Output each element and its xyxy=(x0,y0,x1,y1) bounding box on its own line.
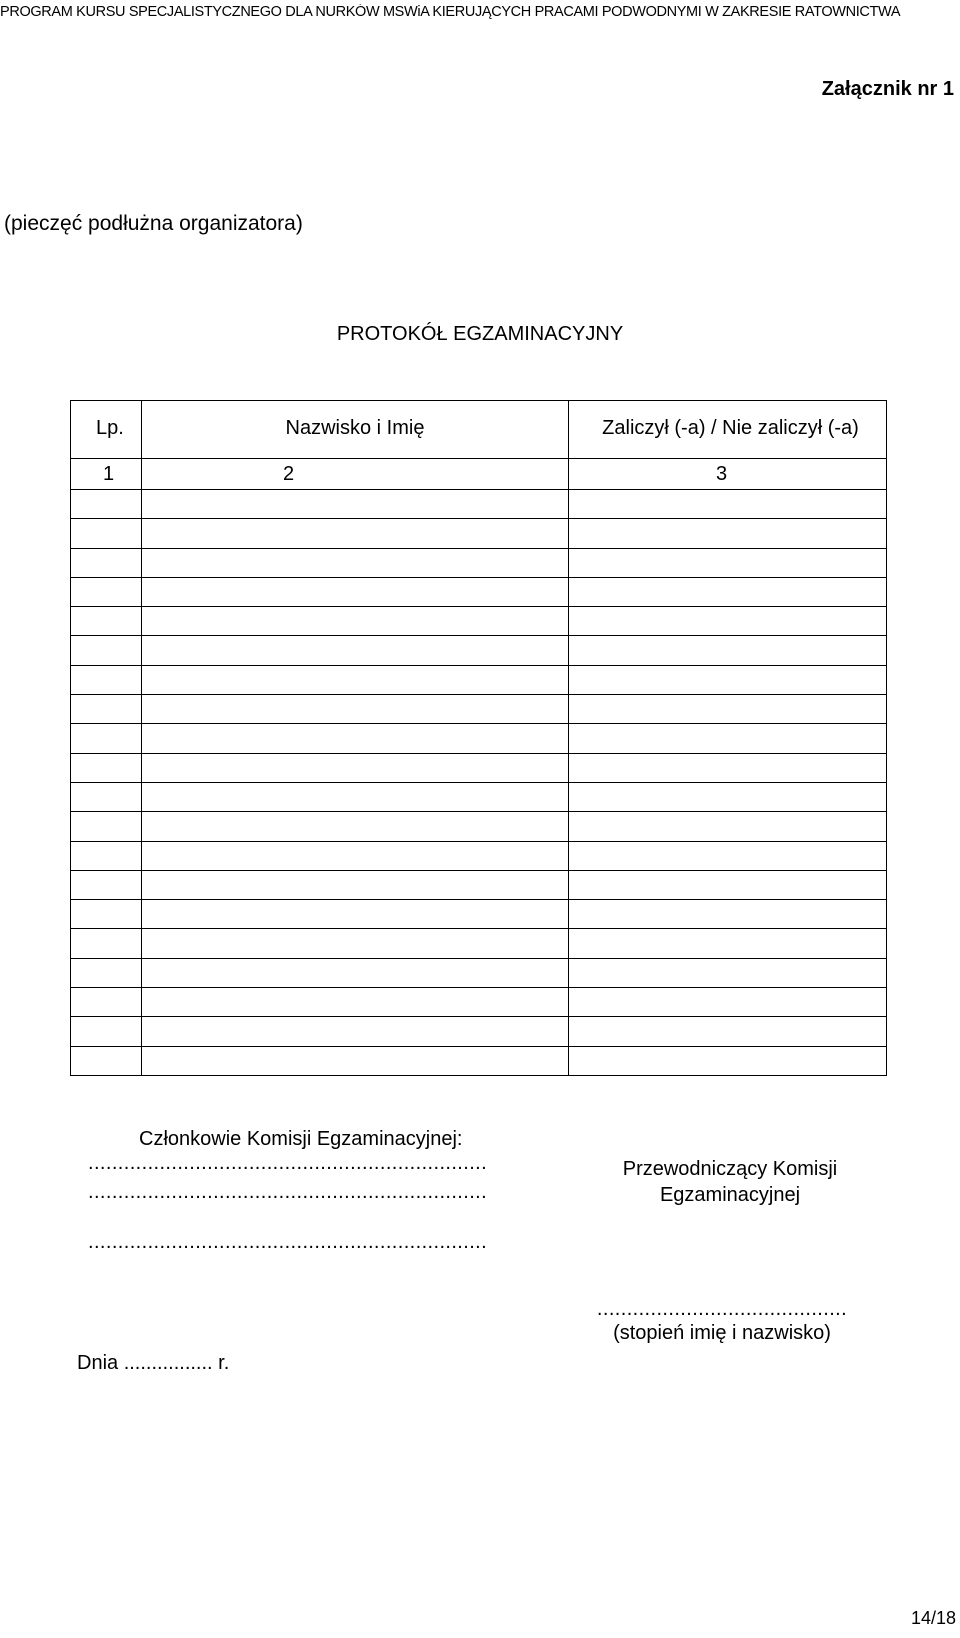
table-cell xyxy=(569,1046,887,1075)
table-cell xyxy=(569,988,887,1017)
table-cell xyxy=(142,929,569,958)
table-row xyxy=(71,490,887,519)
table-cell xyxy=(142,1017,569,1046)
chairman-signature-caption: (stopień imię i nazwisko) xyxy=(613,1322,831,1344)
table-row xyxy=(71,636,887,665)
table-cell xyxy=(142,841,569,870)
table-cell xyxy=(71,490,142,519)
table-cell xyxy=(142,870,569,899)
table-cell xyxy=(71,958,142,987)
table-cell xyxy=(569,548,887,577)
table-cell xyxy=(71,665,142,694)
table-cell xyxy=(71,753,142,782)
table-cell xyxy=(142,577,569,606)
table-row xyxy=(71,753,887,782)
table-row xyxy=(71,900,887,929)
table-cell xyxy=(569,929,887,958)
table-cell xyxy=(569,870,887,899)
table-cell xyxy=(71,724,142,753)
table-cell xyxy=(569,753,887,782)
column-number-2: 2 xyxy=(142,459,569,490)
table-cell xyxy=(569,958,887,987)
table-cell xyxy=(142,782,569,811)
column-number-1: 1 xyxy=(71,459,142,490)
table-cell xyxy=(142,695,569,724)
table-cell xyxy=(142,548,569,577)
table-cell xyxy=(142,958,569,987)
table-row xyxy=(71,782,887,811)
table-row xyxy=(71,929,887,958)
table-cell xyxy=(71,1017,142,1046)
exam-protocol-table xyxy=(70,400,887,1076)
table-row xyxy=(71,841,887,870)
document-title: PROTOKÓŁ EGZAMINACYJNY xyxy=(336,323,624,345)
table-row xyxy=(71,812,887,841)
table-cell xyxy=(71,782,142,811)
table-cell xyxy=(569,665,887,694)
table-cell xyxy=(71,519,142,548)
table-cell xyxy=(71,929,142,958)
member-signature-line: ................................................................... xyxy=(88,1152,488,1174)
table-row xyxy=(71,988,887,1017)
page-number: 14/18 xyxy=(910,1608,956,1628)
chairman-title-line: Egzaminacyjnej xyxy=(659,1184,801,1206)
table-cell xyxy=(569,782,887,811)
column-header-number: Lp. xyxy=(71,401,142,459)
table-row xyxy=(71,577,887,606)
table-cell xyxy=(142,753,569,782)
table-cell xyxy=(71,607,142,636)
table-cell xyxy=(569,607,887,636)
member-signature-line: ................................................................... xyxy=(88,1231,488,1253)
table-row xyxy=(71,870,887,899)
table-cell xyxy=(71,900,142,929)
table-cell xyxy=(569,695,887,724)
table-cell xyxy=(142,607,569,636)
table-cell xyxy=(71,841,142,870)
column-number-3: 3 xyxy=(569,459,887,490)
table-cell xyxy=(71,548,142,577)
table-cell xyxy=(142,490,569,519)
column-header-result: Zaliczył (-a) / Nie zaliczył (-a) xyxy=(569,401,887,459)
table-cell xyxy=(569,841,887,870)
table-cell xyxy=(142,812,569,841)
table-cell xyxy=(569,812,887,841)
table-row xyxy=(71,724,887,753)
table-cell xyxy=(142,900,569,929)
table-cell xyxy=(569,519,887,548)
table-row xyxy=(71,519,887,548)
table-cell xyxy=(71,695,142,724)
table-cell xyxy=(142,988,569,1017)
stamp-placeholder: (pieczęć podłużna organizatora) xyxy=(4,212,303,235)
table-row xyxy=(71,548,887,577)
table-cell xyxy=(71,988,142,1017)
table-cell xyxy=(142,1046,569,1075)
table-cell xyxy=(569,636,887,665)
table-cell xyxy=(569,724,887,753)
table-cell xyxy=(142,636,569,665)
table-cell xyxy=(142,665,569,694)
table-row xyxy=(71,607,887,636)
table-cell xyxy=(142,724,569,753)
table-cell xyxy=(569,900,887,929)
table-cell xyxy=(71,870,142,899)
annex-label: Załącznik nr 1 xyxy=(821,78,954,100)
table-cell xyxy=(142,519,569,548)
date-line: Dnia ................ r. xyxy=(77,1352,230,1374)
table-cell xyxy=(71,1046,142,1075)
chairman-title-line: Przewodniczący Komisji xyxy=(622,1158,838,1180)
table-row xyxy=(71,695,887,724)
table-cell xyxy=(569,490,887,519)
column-header-name: Nazwisko i Imię xyxy=(142,401,569,459)
column-number-row xyxy=(71,459,887,490)
table-cell xyxy=(71,577,142,606)
table-row xyxy=(71,1046,887,1075)
committee-members-label: Członkowie Komisji Egzaminacyjnej: xyxy=(139,1128,463,1150)
table-row xyxy=(71,1017,887,1046)
member-signature-line: ................................................................... xyxy=(88,1181,488,1203)
chairman-title xyxy=(562,1156,898,1208)
table-row xyxy=(71,958,887,987)
running-header: PROGRAM KURSU SPECJALISTYCZNEGO DLA NURKÓW MSWiA KIERUJĄCYCH PRACAMI PODWODNYMI W ZAKRESIE RATOWNICTWA xyxy=(0,4,901,20)
table-cell xyxy=(71,812,142,841)
table-cell xyxy=(569,1017,887,1046)
table-cell xyxy=(569,577,887,606)
table-row xyxy=(71,665,887,694)
chairman-signature-line: .......................................... xyxy=(596,1298,848,1320)
table-header-row xyxy=(71,401,887,459)
table-cell xyxy=(71,636,142,665)
